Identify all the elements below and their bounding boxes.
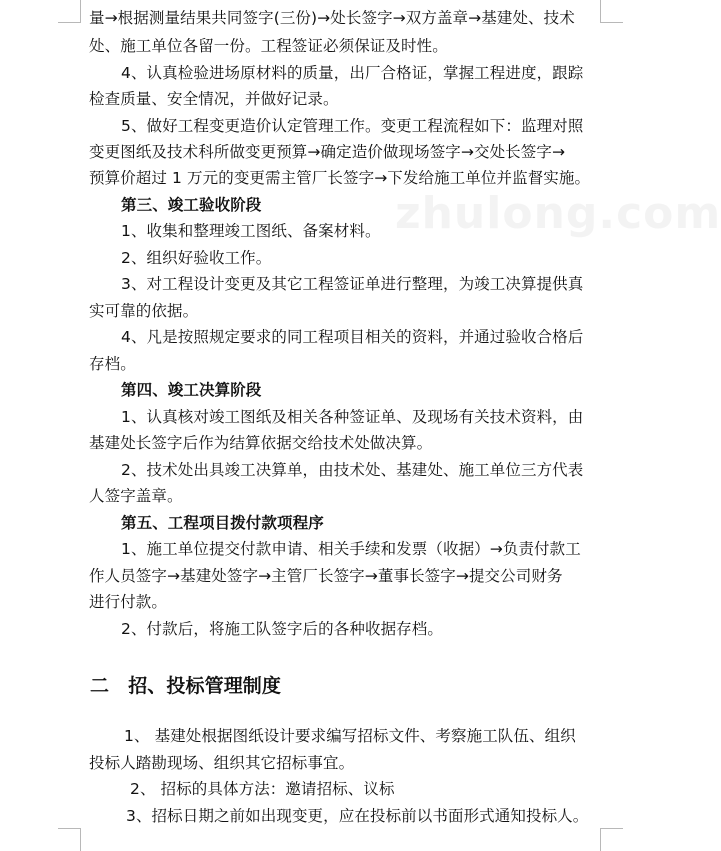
paragraph-line: 投标人踏勘现场、组织其它招标事宜。 bbox=[89, 754, 355, 772]
paragraph-line: 1、收集和整理竣工图纸、备案材料。 bbox=[121, 222, 381, 240]
paragraph-line: 量→根据测量结果共同签字(三份)→处长签字→双方盖章→基建处、技术 bbox=[89, 9, 575, 27]
paragraph-line: 预算价超过 1 万元的变更需主管厂长签字→下发给施工单位并监督实施。 bbox=[89, 169, 591, 187]
paragraph-line: 2、组织好验收工作。 bbox=[121, 249, 272, 267]
paragraph-line: 2、技术处出具竣工决算单，由技术处、基建处、施工单位三方代表 bbox=[121, 461, 584, 479]
paragraph-line: 进行付款。 bbox=[89, 593, 168, 611]
paragraph-line: 3、招标日期之前如出现变更，应在投标前以书面形式通知投标人。 bbox=[126, 807, 589, 825]
paragraph-line: 存档。 bbox=[89, 355, 136, 373]
paragraph-line: 实可靠的依据。 bbox=[89, 302, 199, 320]
chapter-heading: 二 招、投标管理制度 bbox=[90, 675, 282, 697]
paragraph-line: 基建处长签字后作为结算依据交给技术处做决算。 bbox=[89, 434, 433, 452]
paragraph-line: 变更图纸及技术科所做变更预算→确定造价做现场签字→交处长签字→ bbox=[89, 143, 566, 161]
paragraph-line: 1、认真核对竣工图纸及相关各种签证单、及现场有关技术资料，由 bbox=[121, 408, 584, 426]
section-heading: 第五、工程项目拨付款项程序 bbox=[121, 514, 324, 532]
paragraph-line: 人签字盖章。 bbox=[89, 487, 183, 505]
paragraph-line: 2、付款后，将施工队签字后的各种收据存档。 bbox=[121, 620, 443, 638]
paragraph-line: 处、施工单位各留一份。工程签证必须保证及时性。 bbox=[89, 37, 448, 55]
paragraph-line: 4、认真检验进场原材料的质量，出厂合格证，掌握工程进度，跟踪 bbox=[121, 64, 584, 82]
section-heading: 第四、竣工决算阶段 bbox=[121, 381, 262, 399]
paragraph-line: 4、凡是按照规定要求的同工程项目相关的资料，并通过验收合格后 bbox=[121, 328, 584, 346]
paragraph-line: 5、做好工程变更造价认定管理工作。变更工程流程如下：监理对照 bbox=[121, 117, 584, 135]
corner-mark-top-right bbox=[600, 0, 623, 23]
corner-mark-top-left bbox=[58, 0, 81, 23]
paragraph-line: 检查质量、安全情况，并做好记录。 bbox=[89, 90, 339, 108]
paragraph-line: 1、施工单位提交付款申请、相关手续和发票（收据）→负责付款工 bbox=[121, 540, 581, 558]
paragraph-line: 3、对工程设计变更及其它工程签证单进行整理，为竣工决算提供真 bbox=[121, 275, 584, 293]
watermark: zhulong.com bbox=[395, 188, 721, 239]
paragraph-line: 2、 招标的具体方法：邀请招标、议标 bbox=[130, 780, 395, 798]
corner-mark-bottom-left bbox=[58, 828, 81, 851]
paragraph-line: 作人员签字→基建处签字→主管厂长签字→董事长签字→提交公司财务 bbox=[89, 567, 563, 585]
section-heading: 第三、竣工验收阶段 bbox=[121, 196, 262, 214]
corner-mark-bottom-right bbox=[600, 828, 623, 851]
paragraph-line: 1、 基建处根据图纸设计要求编写招标文件、考察施工队伍、组织 bbox=[124, 727, 576, 745]
